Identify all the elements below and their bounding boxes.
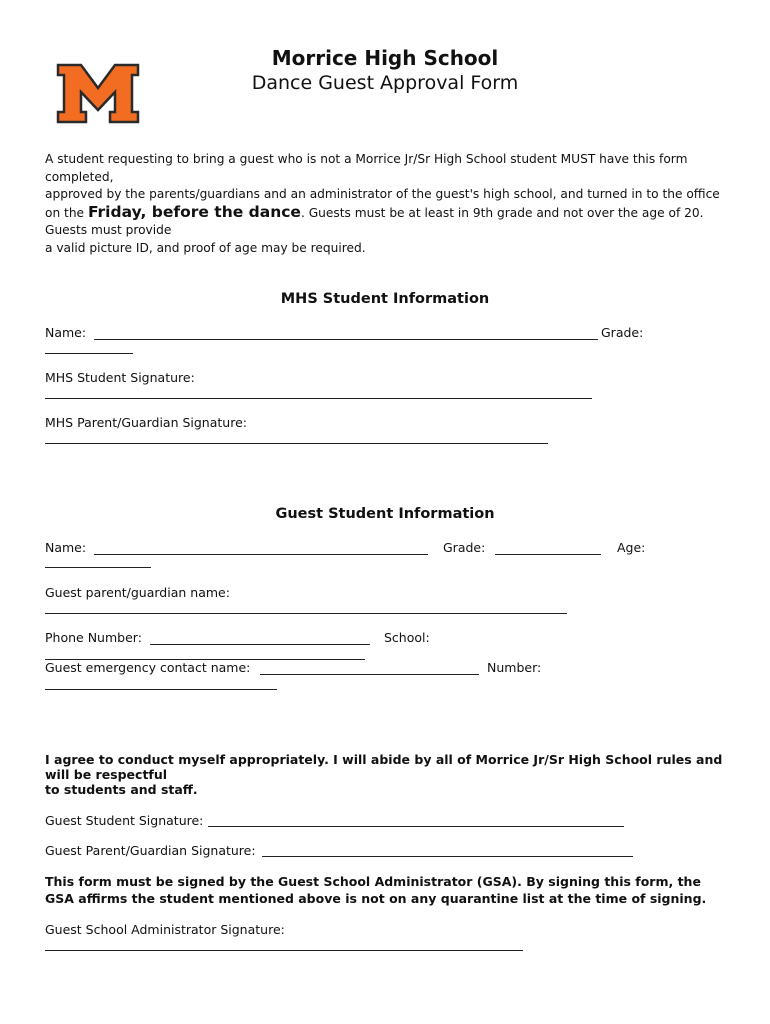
intro-line-2: approved by the parents/guardians and an administrator of the guest's high school, and turned in to the office — [45, 187, 720, 201]
mhs-student-signature-label: MHS Student Signature: — [45, 370, 195, 385]
guest-parent-signature-field[interactable] — [262, 856, 633, 857]
guest-age-label: Age: — [617, 540, 646, 555]
guest-student-signature-field[interactable] — [208, 826, 624, 827]
guest-grade-label: Grade: — [443, 540, 486, 555]
guest-student-signature-label: Guest Student Signature: — [45, 813, 204, 828]
mhs-section-heading: MHS Student Information — [280, 291, 490, 307]
guest-emergency-field[interactable] — [260, 674, 479, 675]
form-title: Dance Guest Approval Form — [251, 72, 519, 94]
mhs-parent-signature-label: MHS Parent/Guardian Signature: — [45, 415, 247, 430]
guest-parent-signature-label: Guest Parent/Guardian Signature: — [45, 843, 256, 858]
intro-paragraph — [45, 151, 725, 257]
intro-line-3 — [45, 204, 725, 240]
guest-parent-name-field[interactable] — [45, 613, 567, 614]
mhs-student-signature-field[interactable] — [45, 398, 592, 399]
mhs-parent-signature-field[interactable] — [45, 443, 548, 444]
intro-line-4: a valid picture ID, and proof of age may be required. — [45, 240, 366, 255]
guest-school-label: School: — [384, 630, 430, 645]
guest-grade-field[interactable] — [495, 554, 601, 555]
admin-signature-label: Guest School Administrator Signature: — [45, 922, 285, 937]
guest-emergency-label: Guest emergency contact name: — [45, 660, 251, 675]
guest-phone-field[interactable] — [150, 644, 370, 645]
agreement-line-1: I agree to conduct myself appropriately. I will abide by all of Morrice Jr/Sr High School rules and will be respectful — [45, 752, 723, 782]
intro-line-3-prefix: on the — [45, 205, 88, 220]
mhs-grade-field[interactable] — [45, 353, 133, 354]
mhs-name-label: Name: — [45, 325, 87, 340]
intro-line-1: A student requesting to bring a guest who is not a Morrice Jr/Sr High School student MUST have this form completed, — [45, 152, 688, 184]
guest-phone-label: Phone Number: — [45, 630, 142, 645]
school-name: Morrice High School — [271, 46, 499, 70]
guest-age-field[interactable] — [45, 567, 151, 568]
guest-name-field[interactable] — [94, 554, 428, 555]
guest-section-heading: Guest Student Information — [275, 506, 495, 522]
guest-parent-name-label: Guest parent/guardian name: — [45, 585, 230, 600]
agreement-line-2: to students and staff. — [45, 782, 198, 797]
guest-number-label: Number: — [487, 660, 542, 675]
mhs-grade-label: Grade: — [601, 325, 644, 340]
intro-line-3-suffix: . Guests must be at least in 9th grade and not over the age of 20. Guests must provide — [45, 205, 704, 237]
agreement-text — [45, 752, 735, 797]
intro-deadline-emphasis: Friday, before the dance — [87, 202, 301, 221]
mhs-name-field[interactable] — [94, 339, 598, 340]
guest-number-field[interactable] — [45, 689, 277, 690]
gsa-notice: This form must be signed by the Guest School Administrator (GSA). By signing this form, the GSA affirms the student mentioned above is not on any quarantine list at the time of signing. — [45, 874, 707, 906]
admin-signature-field[interactable] — [45, 950, 523, 951]
guest-name-label: Name: — [45, 540, 87, 555]
